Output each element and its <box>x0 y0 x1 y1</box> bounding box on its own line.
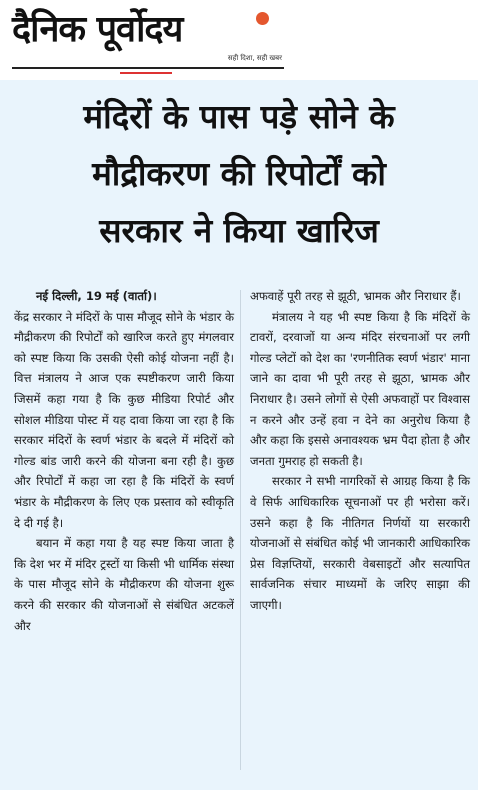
article-column-right <box>250 286 470 616</box>
article-paragraph-2-continued: अफवाहें पूरी तरह से झूठी, भ्रामक और निराधार हैं। <box>250 289 461 303</box>
newspaper-logo: दैनिक पूर्वोदय <box>12 8 183 50</box>
logo-underline <box>12 67 284 69</box>
newspaper-tagline: सही दिशा, सही खबर <box>227 54 282 62</box>
headline-line-2: मौद्रीकरण की रिपोर्टों को <box>92 154 386 193</box>
article-dateline: नई दिल्ली, 19 मई (वार्ता)। <box>36 289 157 303</box>
headline-line-3: सरकार ने किया खारिज <box>99 211 379 250</box>
article-paragraph-1: केंद्र सरकार ने मंदिरों के पास मौजूद सोने के भंडार के मौद्रीकरण की रिपोर्टों को खारिज करते हुए मंगलवार को स्पष्ट किया कि उसकी ऐसी कोई योजना नहीं है। वित्त मंत्रालय ने आज एक स्पष्टीकरण जारी किया जिसमें कहा गया है कि कुछ मीडिया रिपोर्ट और सोशल मीडिया पोस्ट में यह दावा किया जा रहा है कि सरकार मंदिरों के स्वर्ण भंडार के बदले में मंदिरों को गोल्ड बांड जारी करने की योजना बना रही है। कुछ और रिपोर्टों में कहा जा रहा है कि मंदिरों के स्वर्ण भंडार के मौद्रीकरण के लिए एक प्रस्ताव को स्वीकृति दे दी गई है। <box>14 309 234 530</box>
article-paragraph-4: सरकार ने सभी नागरिकों से आग्रह किया है कि वे सिर्फ आधिकारिक सूचनाओं पर ही भरोसा करें। उसने कहा है कि नीतिगत निर्णयों या सरकारी योजनाओं से संबंधित कोई भी जानकारी आधिकारिक प्रेस विज्ञप्तियों, सरकारी वेबसाइटों और सत्यापित सार्वजनिक संचार माध्यमों के जरिए साझा की जाएगी। <box>250 474 470 612</box>
article-column-left <box>14 286 234 636</box>
masthead <box>0 0 478 78</box>
headline-line-1: मंदिरों के पास पड़े सोने के <box>83 97 395 136</box>
logo-accent-rule <box>120 72 172 74</box>
article-paragraph-3: मंत्रालय ने यह भी स्पष्ट किया है कि मंदिरों के टावरों, दरवाजों या अन्य मंदिर संरचनाओं पर लगी गोल्ड प्लेटों को देश का 'रणनीतिक स्वर्ण भंडार' माना जाने का दावा भी पूरी तरह से झूठा, भ्रामक और निराधार है। उसने लोगों से ऐसी अफवाहों पर विश्वास न करने और उन्हें हवा न देने का अनुरोध किया है और कहा कि इससे अनावश्यक भ्रम पैदा होता है और जनता गुमराह हो सकती है। <box>250 309 470 468</box>
article-paragraph-2: बयान में कहा गया है यह स्पष्ट किया जाता है कि देश भर में मंदिर ट्रस्टों या किसी भी धार्मिक संस्था के पास मौजूद सोने के मौद्रीकरण की योजना शुरू करने की सरकार की योजनाओं से संबंधित अटकलें और <box>14 536 234 633</box>
logo-dot-icon <box>256 12 269 25</box>
article-headline <box>0 88 478 259</box>
column-divider <box>240 290 241 770</box>
